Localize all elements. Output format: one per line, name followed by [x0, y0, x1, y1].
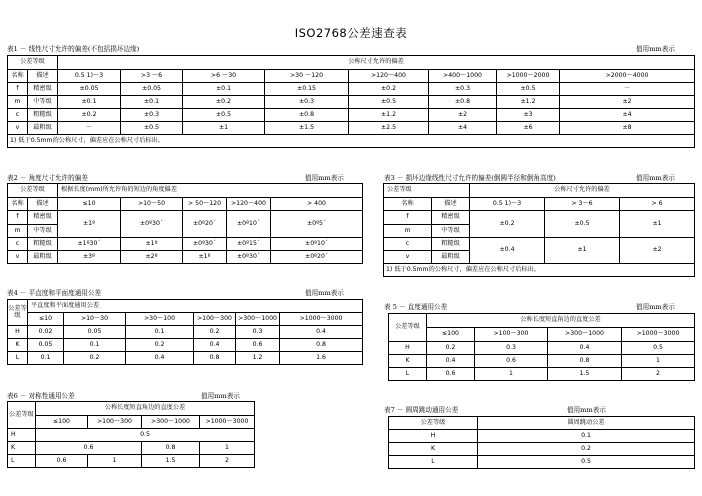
- table-row: [389, 456, 695, 469]
- value-cell: 0.4: [548, 342, 622, 355]
- table3-header-desc: 描述: [432, 198, 470, 211]
- table-row: [8, 238, 363, 251]
- grade-name: m: [8, 225, 28, 238]
- value-cell: ±0.2: [470, 211, 545, 238]
- table1-header-grade: 公差等级: [8, 56, 58, 70]
- table1-range-cell: >30 ～120: [265, 70, 349, 83]
- table3-caption: 表3 － 损坏边缘线性尺寸允许的偏差(倒圆半径和倒角高度): [384, 174, 556, 182]
- table-row: [384, 238, 695, 251]
- table5-range-cell: >300～1000: [548, 328, 622, 342]
- value-cell: ±3º: [58, 251, 121, 264]
- value-cell: ±0º20´: [271, 251, 363, 264]
- table3-header-name: 名称: [384, 198, 432, 211]
- table4-range-cell: >10～30: [64, 313, 126, 326]
- value-cell: ±0.1: [183, 83, 265, 96]
- value-cell: 0.05: [28, 339, 64, 352]
- table3-range-cell: 0.5 1)～3: [470, 198, 545, 211]
- grade-desc: 最粗级: [432, 251, 470, 264]
- table4-range-cell: >300～1000: [236, 313, 280, 326]
- table4-caption: 表4 － 平直度和平面度通用公差: [7, 289, 102, 297]
- grade-name: K: [389, 355, 427, 368]
- grade-desc: 精密级: [28, 211, 58, 225]
- table1-range-cell: >120～400: [349, 70, 429, 83]
- table6-caption: 表6 － 对称性通用公差: [7, 392, 75, 400]
- value-cell: 0.6: [475, 355, 548, 368]
- table7-header-tolerance: 圆周跳动公差: [478, 417, 695, 430]
- table-row: [384, 211, 695, 225]
- grade-name: m: [8, 96, 28, 109]
- value-cell: ±1º: [183, 251, 227, 264]
- value-cell: 1.5: [142, 455, 200, 468]
- grade-name: K: [8, 339, 28, 352]
- table2-header-deviation: 根据长度(mm)所允许角的短边的角度偏差: [58, 184, 363, 198]
- value-cell: ±0.3: [265, 96, 349, 109]
- value-cell: ±1º30´: [58, 238, 121, 251]
- value-cell: ±0.2: [183, 96, 265, 109]
- value-cell: ±0.4: [470, 238, 545, 264]
- value-cell: 0.1: [478, 430, 695, 443]
- table1-caption: 表1 － 线性尺寸允许的偏差(不包括损坏边缘): [7, 45, 140, 53]
- table-row: [389, 430, 695, 443]
- table1-header-deviation: 公称尺寸允许的偏差: [58, 56, 695, 70]
- value-cell: 1: [88, 455, 142, 468]
- table6-range-cell: >300～1000: [142, 416, 200, 429]
- value-cell: ±0.5: [497, 83, 560, 96]
- value-cell: 0.6: [36, 455, 88, 468]
- value-cell: －: [58, 122, 121, 135]
- grade-desc: 精密级: [28, 83, 58, 96]
- value-cell: ±0.8: [429, 96, 497, 109]
- grade-name: L: [8, 352, 28, 365]
- value-cell: ±1: [620, 211, 695, 238]
- value-cell: ±1: [545, 238, 620, 264]
- value-cell: 0.3: [475, 342, 548, 355]
- table-row: [8, 122, 695, 135]
- table5-unit: 值用mm表示: [636, 303, 675, 311]
- value-cell: 1.5: [548, 368, 622, 381]
- value-cell: ±1º: [58, 211, 121, 238]
- value-cell: ±2: [429, 109, 497, 122]
- table-row: [389, 443, 695, 456]
- table-row: [8, 96, 695, 109]
- value-cell: 0.2: [194, 326, 236, 339]
- value-cell: ±0.5: [349, 96, 429, 109]
- value-cell: ±8: [560, 122, 695, 135]
- table3-header-grade: 公差等级: [384, 184, 470, 198]
- table-row: [389, 355, 695, 368]
- table2-range-cell: > 400: [271, 198, 363, 211]
- table4-header-tolerance: 平直度和平面度通用公差: [28, 300, 363, 313]
- table2-header-name: 名称: [8, 198, 28, 211]
- value-cell: ±0.1: [121, 96, 183, 109]
- table2-range-cell: >120～400: [227, 198, 271, 211]
- table7-runout-tolerance: [388, 416, 695, 469]
- table3-header-deviation: 公称尺寸允许的偏差: [470, 184, 695, 198]
- value-cell: 0.1: [28, 352, 64, 365]
- value-cell: ±2: [560, 96, 695, 109]
- grade-desc: 最粗级: [28, 122, 58, 135]
- table2-angular-tolerance: [7, 183, 363, 264]
- value-cell: 1: [622, 355, 695, 368]
- table6-range-cell: >100～300: [88, 416, 142, 429]
- grade-name: L: [389, 456, 478, 469]
- value-cell: 0.3: [236, 326, 280, 339]
- value-cell: 0.5: [622, 342, 695, 355]
- grade-name: f: [8, 211, 28, 225]
- value-cell: 0.6: [427, 368, 475, 381]
- grade-name: H: [8, 429, 36, 442]
- value-cell: 0.4: [280, 326, 363, 339]
- value-cell: ±0º30´: [227, 251, 271, 264]
- value-cell: ±0.1: [58, 96, 121, 109]
- table1-unit: 值用mm表示: [636, 45, 675, 53]
- table7-header-grade: 公差等级: [389, 417, 478, 430]
- table7-unit: 值用mm表示: [567, 406, 606, 414]
- grade-name: c: [8, 109, 28, 122]
- value-cell: ±0.05: [58, 83, 121, 96]
- value-cell: 0.2: [64, 352, 126, 365]
- table1-range-cell: >400～1000: [429, 70, 497, 83]
- value-cell: ±3: [497, 109, 560, 122]
- grade-desc: 粗糙级: [432, 238, 470, 251]
- value-cell: ±0.05: [121, 83, 183, 96]
- table-row: [8, 429, 255, 442]
- value-cell: ±0.15: [265, 83, 349, 96]
- grade-desc: 中等级: [28, 225, 58, 238]
- value-cell: ±0.2: [58, 109, 121, 122]
- value-cell: 0.2: [126, 339, 194, 352]
- grade-name: K: [389, 443, 478, 456]
- table5-range-cell: >100～300: [475, 328, 548, 342]
- table-row: [8, 83, 695, 96]
- grade-name: c: [8, 238, 28, 251]
- grade-name: H: [389, 342, 427, 355]
- grade-desc: 中等级: [432, 225, 470, 238]
- value-cell: ±0.5: [545, 211, 620, 238]
- value-cell: ±2.5: [349, 122, 429, 135]
- value-cell: 1.6: [280, 352, 363, 365]
- value-cell: 0.4: [194, 339, 236, 352]
- grade-desc: 最粗级: [28, 251, 58, 264]
- value-cell: 0.5: [478, 456, 695, 469]
- table3-unit: 值用mm表示: [636, 174, 675, 182]
- table1-range-cell: 0.5 1)～3: [58, 70, 121, 83]
- table2-unit: 值用mm表示: [305, 174, 344, 182]
- table6-header-tolerance: 公称长度短直角边的直度公差: [36, 402, 255, 416]
- table2-range-cell: > 50～120: [183, 198, 227, 211]
- table1-header-desc: 描述: [28, 70, 58, 83]
- grade-desc: 精密级: [432, 211, 470, 225]
- table5-caption: 表 5 － 直度通用公差: [384, 303, 448, 311]
- table4-flatness-tolerance: [7, 299, 363, 365]
- grade-name: f: [8, 83, 28, 96]
- value-cell: 0.2: [427, 342, 475, 355]
- table4-range-cell: >1000～3000: [280, 313, 363, 326]
- value-cell: ±0.3: [429, 83, 497, 96]
- table4-header-grade: 公差等级: [8, 300, 28, 326]
- value-cell: 1: [200, 442, 255, 455]
- table-row: [8, 442, 255, 455]
- table1-range-cell: >2000～4000: [560, 70, 695, 83]
- value-cell: ±2: [620, 238, 695, 264]
- value-cell: 0.8: [280, 339, 363, 352]
- value-cell: ±6: [497, 122, 560, 135]
- value-cell: 1.2: [236, 352, 280, 365]
- table2-header-desc: 描述: [28, 198, 58, 211]
- table5-header-grade: 公差等级: [389, 314, 427, 342]
- value-cell: ±1.2: [349, 109, 429, 122]
- grade-name: f: [384, 211, 432, 225]
- table3-broken-edge-tolerance: [383, 183, 695, 277]
- value-cell: ±0º30´: [121, 211, 183, 238]
- grade-name: H: [389, 430, 478, 443]
- table1-footnote: 1) 低于0.5mm的公称尺寸，偏差应在公称尺寸后标出。: [8, 135, 695, 148]
- value-cell: 0.6: [236, 339, 280, 352]
- table-row: [8, 352, 363, 365]
- value-cell: 0.5: [36, 429, 255, 442]
- value-cell: ±0.3: [121, 109, 183, 122]
- value-cell: ±0º10´: [271, 238, 363, 251]
- table3-range-cell: > 3～6: [545, 198, 620, 211]
- table-row: [389, 368, 695, 381]
- grade-name: L: [8, 455, 36, 468]
- value-cell: 2: [622, 368, 695, 381]
- table-row: [8, 251, 363, 264]
- value-cell: 0.1: [126, 326, 194, 339]
- value-cell: 0.1: [64, 339, 126, 352]
- table1-range-cell: >1000～2000: [497, 70, 560, 83]
- table3-footnote: 1) 低于0.5mm的公称尺寸，偏差应在公称尺寸后标出。: [384, 264, 695, 277]
- table2-range-cell: ≤10: [58, 198, 121, 211]
- table5-straightness-tolerance: [388, 313, 695, 381]
- table-row: [389, 342, 695, 355]
- grade-name: c: [384, 238, 432, 251]
- value-cell: ±0º20´: [183, 211, 227, 238]
- grade-name: v: [8, 251, 28, 264]
- table1-range-cell: >3 ～6: [121, 70, 183, 83]
- table2-header-grade: 公差等级: [8, 184, 58, 198]
- table6-unit: 值用mm表示: [201, 392, 240, 400]
- value-cell: ±0.8: [265, 109, 349, 122]
- value-cell: 0.6: [36, 442, 142, 455]
- value-cell: 0.2: [478, 443, 695, 456]
- table6-header-grade: 公差等级: [8, 402, 36, 429]
- table-row: [8, 455, 255, 468]
- table-row: [8, 211, 363, 225]
- value-cell: 0.02: [28, 326, 64, 339]
- value-cell: 0.8: [194, 352, 236, 365]
- table3-range-cell: > 6: [620, 198, 695, 211]
- value-cell: 1: [475, 368, 548, 381]
- value-cell: ±1: [183, 122, 265, 135]
- grade-desc: 粗糙级: [28, 109, 58, 122]
- grade-name: v: [8, 122, 28, 135]
- value-cell: 0.8: [548, 355, 622, 368]
- grade-name: H: [8, 326, 28, 339]
- value-cell: ±0º30´: [183, 238, 227, 251]
- table1-linear-tolerance: [7, 55, 695, 148]
- value-cell: ±4: [429, 122, 497, 135]
- grade-name: L: [389, 368, 427, 381]
- value-cell: ±4: [560, 109, 695, 122]
- table6-symmetry-tolerance: [7, 401, 255, 468]
- value-cell: 0.4: [427, 355, 475, 368]
- table2-range-cell: >10～50: [121, 198, 183, 211]
- table5-range-cell: >1000～3000: [622, 328, 695, 342]
- table7-caption: 表7 － 圆周跳动通用公差: [384, 406, 459, 414]
- table4-range-cell: >100～300: [194, 313, 236, 326]
- value-cell: 2: [200, 455, 255, 468]
- table1-header-name: 名称: [8, 70, 28, 83]
- table4-unit: 值用mm表示: [305, 289, 344, 297]
- value-cell: ±0.5: [183, 109, 265, 122]
- table-row: [8, 339, 363, 352]
- value-cell: 0.4: [126, 352, 194, 365]
- value-cell: 0.8: [142, 442, 200, 455]
- grade-desc: 中等级: [28, 96, 58, 109]
- grade-name: v: [384, 251, 432, 264]
- page-title: ISO2768公差速查表: [294, 26, 408, 40]
- value-cell: ±2º: [121, 251, 183, 264]
- value-cell: ±0º10´: [227, 211, 271, 238]
- value-cell: 0.05: [64, 326, 126, 339]
- table6-range-cell: ≤100: [36, 416, 88, 429]
- value-cell: ±1º: [121, 238, 183, 251]
- table1-range-cell: >6 ～30: [183, 70, 265, 83]
- table-row: [8, 326, 363, 339]
- value-cell: －: [560, 83, 695, 96]
- grade-desc: 粗糙级: [28, 238, 58, 251]
- value-cell: ±0º15´: [227, 238, 271, 251]
- value-cell: ±1.2: [497, 96, 560, 109]
- value-cell: ±0º5´: [271, 211, 363, 238]
- table2-caption: 表2 － 角度尺寸允许的偏差: [7, 174, 88, 182]
- table-row: [8, 109, 695, 122]
- grade-name: m: [384, 225, 432, 238]
- table5-range-cell: ≤100: [427, 328, 475, 342]
- grade-name: K: [8, 442, 36, 455]
- table4-range-cell: ≤10: [28, 313, 64, 326]
- value-cell: ±1.5: [265, 122, 349, 135]
- table6-range-cell: >1000～3000: [200, 416, 255, 429]
- value-cell: ±0.2: [349, 83, 429, 96]
- value-cell: ±0.5: [121, 122, 183, 135]
- table5-header-tolerance: 公称长度短直角边的直度公差: [427, 314, 695, 328]
- table4-range-cell: >30～100: [126, 313, 194, 326]
